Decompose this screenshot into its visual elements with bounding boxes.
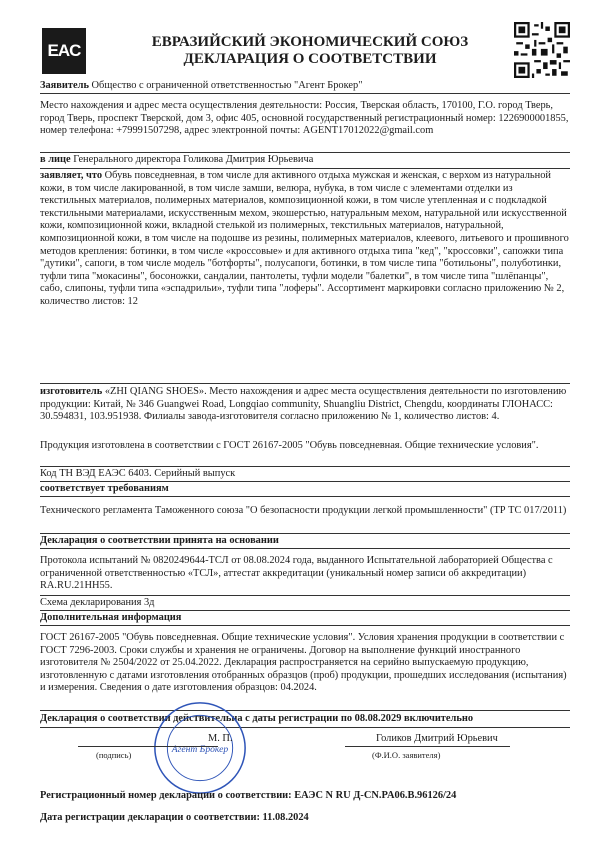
manufacturer-label: изготовитель (40, 386, 103, 397)
registration-number: Регистрационный номер декларации о соответствии: ЕАЭС N RU Д-CN.PA06.B.96126/24 (40, 790, 457, 801)
eac-logo: EAC (42, 28, 86, 74)
applicant-name: Общество с ограниченной ответственностью "Агент Брокер" (88, 80, 363, 91)
signature-line (78, 746, 218, 747)
stamp-text: Агент Брокер (171, 743, 229, 755)
representative-name: Генерального директора Голикова Дмитрия Юрьевича (70, 154, 314, 165)
name-line (345, 746, 510, 747)
manufacturer-text: «ZHI QIANG SHOES». Место нахождения и адрес места осуществления деятельности по изготовлению продукции: Китай, № 346 Guangwei Road, Longqiao community, Shuangliu District, Chengdu, координаты ГЛОНАСС: 30.594831, 103.951938. Филиалы завода-изготовителя согласно приложению № 1, количество листов: 4. (40, 386, 567, 423)
product-description (40, 170, 570, 309)
applicant-label: Заявитель (40, 80, 89, 91)
signer-name: Голиков Дмитрий Юрьевич (376, 733, 498, 744)
qr-code (514, 22, 570, 78)
basis-text: Протокола испытаний № 0820249644-ТСЛ от 08.08.2024 года, выданного Испытательной лабораторией Общества с ограниченной ответственностью «ТСЛ», аттестат аккредитации (уникальный номер записи об аккредитации) RA.RU.21HH55. (40, 555, 553, 592)
stamp-place-label: М. П. (208, 733, 233, 744)
scheme-text: Схема декларирования 3д (40, 597, 155, 608)
representative-label: в лице (40, 154, 71, 165)
representative-line (40, 154, 570, 167)
registration-date: Дата регистрации декларации о соответствии: 11.08.2024 (40, 812, 309, 823)
customs-code: Код ТН ВЭД ЕАЭС 6403. Серийный выпуск (40, 468, 236, 479)
requirements-label: соответствует требованиям (40, 483, 169, 494)
company-stamp (152, 700, 248, 796)
additional-text: ГОСТ 26167-2005 "Обувь повседневная. Общие технические условия". Условия хранения продукции в соответствии с ГОСТ 7296-2003. Сроки службы и хранения не ограничены. Договор на выполнение функций иностранного изготовителя № 2504/2022 от 25.04.2022. Декларация распространяется на серийно выпускаемую продукцию, изготовленную с датами изготовления отобранных образцов (проб) продукции, прошедших исследования (испытания) и измерения. Сведения о дате изготовления образцов: 04.2024. (40, 632, 567, 694)
additional-label: Дополнительная информация (40, 612, 182, 623)
title-union: ЕВРАЗИЙСКИЙ ЭКОНОМИЧЕСКИЙ СОЮЗ (151, 34, 469, 50)
title-declaration: ДЕКЛАРАЦИЯ О СООТВЕТСТВИИ (183, 51, 437, 67)
validity-line: Декларация о соответствии действительна с даты регистрации по 08.08.2029 включительно (40, 713, 474, 724)
declares-label: заявляет, что (40, 170, 103, 181)
signature-caption: (подпись) (96, 750, 132, 760)
document-title (110, 34, 510, 68)
requirements-text: Технического регламента Таможенного союза "О безопасности продукции легкой промышленности" (ТР ТС 017/2011) (40, 505, 567, 516)
manufacturer-block (40, 386, 570, 424)
name-caption: (Ф.И.О. заявителя) (372, 750, 441, 760)
manufacturer-standard: Продукция изготовлена в соответствии с ГОСТ 26167-2005 "Обувь повседневная. Общие технические условия". (40, 440, 539, 451)
applicant-line (40, 80, 570, 93)
applicant-address: Место нахождения и адрес места осуществления деятельности: Россия, Тверская область, 170100, Г.О. город Тверь, город Тверь, проспект Тверской, дом 3, офис 405, основной государственный регистрационный номер: 1226900001855, номер телефона: +79991507298, адрес электронной почты: AGENT17012022@gmail.com (40, 100, 569, 137)
declares-text: Обувь повседневная, в том числе для активного отдыха мужская и женская, с верхом из натуральной кожи, в том числе лакированной, в том числе замши, велюра, нубука, в том числе с элементами отделки из текстильных материалов, полимерных материалов, композиционной кожи, в том числе утепленная и с подкладкой текстильными материалами, искусственным мехом, экошерстью, натуральным мехом, натуральной или искусственной кожи, композиционной кожи, вкладной стелькой из полимерных, текстильных материалов, натуральной, композиционной кожи, в том числе на подошве из резины, полимерных материалов, клеевого, литьевого и прошивного методов крепления: ботинки, в том числе «кроссовые» и для активного отдыха типа "кед", "кроссовки", сапожки типа "дутики", сапоги, в том числе модель "ботфорты", полусапоги, ботинки, в том числе типа "ботильоны", полуботинки, туфли типа "мокасины", босоножки, сандалии, пантолеты, туфли модели "балетки", в том числе типа "шлёпанцы", сабо, слипоны, туфли типа «эспадрильи», туфли типа "лоферы". Ассортимент маркировки согласно приложению № 2, количество листов: 12 (40, 170, 569, 307)
basis-label: Декларация о соответствии принята на основании (40, 535, 279, 546)
